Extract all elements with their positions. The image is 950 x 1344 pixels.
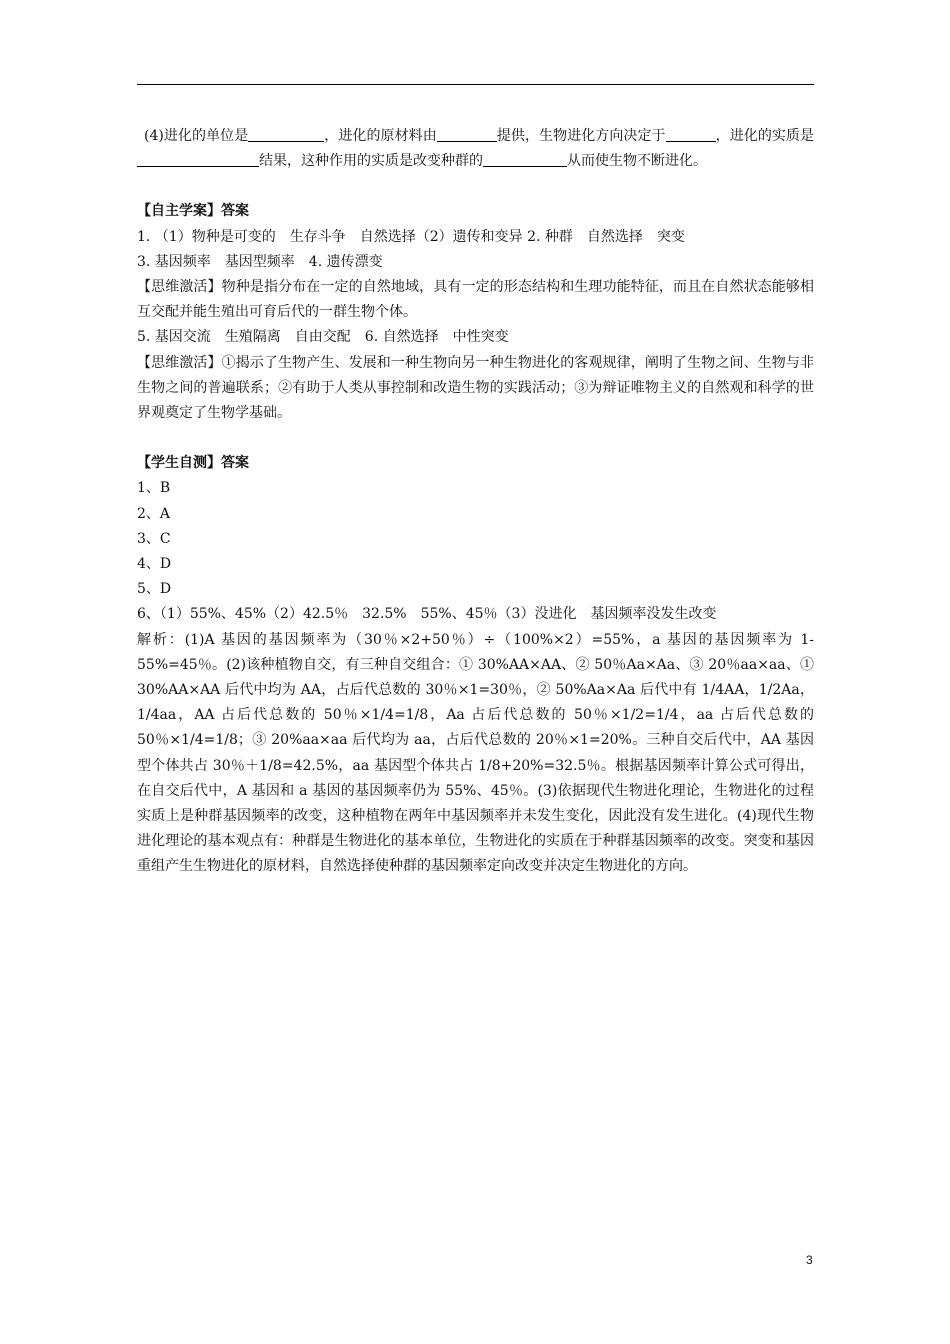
q4-text-2: ，进化的原材料由	[324, 128, 437, 144]
self-test-answer-6: 6、（1）55%、45%（2）42.5％ 32.5% 55%、45％（3）没进化 基因频率没发生改变	[137, 606, 717, 623]
fill-blank	[437, 125, 497, 142]
q4-text-4: ，进化的实质是	[715, 128, 814, 144]
self-test-answer: 3、C	[137, 530, 171, 547]
fill-blank	[248, 125, 324, 142]
self-test-answer: 5、D	[137, 581, 172, 598]
question-4	[137, 124, 814, 174]
document-body	[137, 124, 814, 880]
self-test-answer: 4、D	[137, 556, 172, 573]
thinking-activation-1: 【思维激活】物种是指分布在一定的自然地域，具有一定的形态结构和生理功能特征，而且在自然状态能够相互交配并能生殖出可育后代的一群生物个体。	[137, 279, 814, 321]
page-number: 3	[806, 1253, 813, 1267]
fill-blank	[666, 125, 716, 142]
q4-text-3: 提供，生物进化方向决定于	[496, 128, 666, 144]
q4-text-1: (4)进化的单位是	[144, 128, 249, 144]
header-rule	[137, 84, 814, 85]
self-study-answer-line: 5. 基因交流 生殖隔离 自由交配 6. 自然选择 中性突变	[137, 329, 509, 346]
self-study-answer-line: 3. 基因频率 基因型频率 4. 遗传漂变	[137, 253, 383, 270]
self-study-answer-line: 1. （1）物种是可变的 生存斗争 自然选择（2）遗传和变异 2. 种群 自然选择 突变	[137, 228, 685, 245]
q4-text-6: 从而使生物不断进化。	[567, 153, 707, 170]
analysis-paragraph: 解析：(1)A 基因的基因频率为（30％×2+50％）÷（100%×2）=55%，a 基因的基因频率为 1-55%=45％。(2)该种植物自交，有三种自交组合：① 30%AA×AA、② 50％Aa×Aa、③ 20％aa×aa、① 30%AA×AA 后代中均为 AA，占后代总数的 30％×1=30％，② 50%Aa×Aa 后代中有 1/4AA，1/2Aa，1/4aa，AA 占后代总数的 50％×1/4=1/8，Aa 占后代总数的 50％×1/2=1/4，aa 占后代总数的 50％×1/4=1/8；③ 20%aa×aa 后代均为 aa，占后代总数的 20％×1=20%。三种自交后代中，AA 基因型个体共占 30％＋1/8=42.5%，aa 基因型个体共占 1/8+20%=32.5％。根据基因频率计算公式可得出，在自交后代中，A 基因和 a 基因的基因频率仍为 55%、45％。(3)依据现代生物进化理论，生物进化的过程实质上是种群基因频率的改变，这种植物在两年中基因频率并未发生变化，因此没有发生进化。(4)现代生物进化理论的基本观点有：种群是生物进化的基本单位，生物进化的实质在于种群基因频率的改变。突变和基因重组产生生物进化的原材料，自然选择使种群的基因频率定向改变并决定生物进化的方向。	[137, 631, 814, 875]
fill-blank	[137, 150, 259, 167]
self-test-answer: 1、B	[137, 480, 171, 497]
self-study-heading: 【自主学案】答案	[137, 203, 249, 220]
thinking-activation-2: 【思维激活】①揭示了生物产生、发展和一种生物向另一种生物进化的客观规律，阐明了生物之间、生物与非生物之间的普遍联系；②有助于人类从事控制和改造生物的实践活动；③为辩证唯物主义的自然观和科学的世界观奠定了生物学基础。	[137, 354, 814, 422]
fill-blank	[483, 150, 567, 167]
self-test-heading: 【学生自测】答案	[137, 455, 249, 472]
self-test-answer: 2、A	[137, 505, 171, 522]
q4-text-5: 结果，这种作用的实质是改变种群的	[259, 153, 483, 170]
